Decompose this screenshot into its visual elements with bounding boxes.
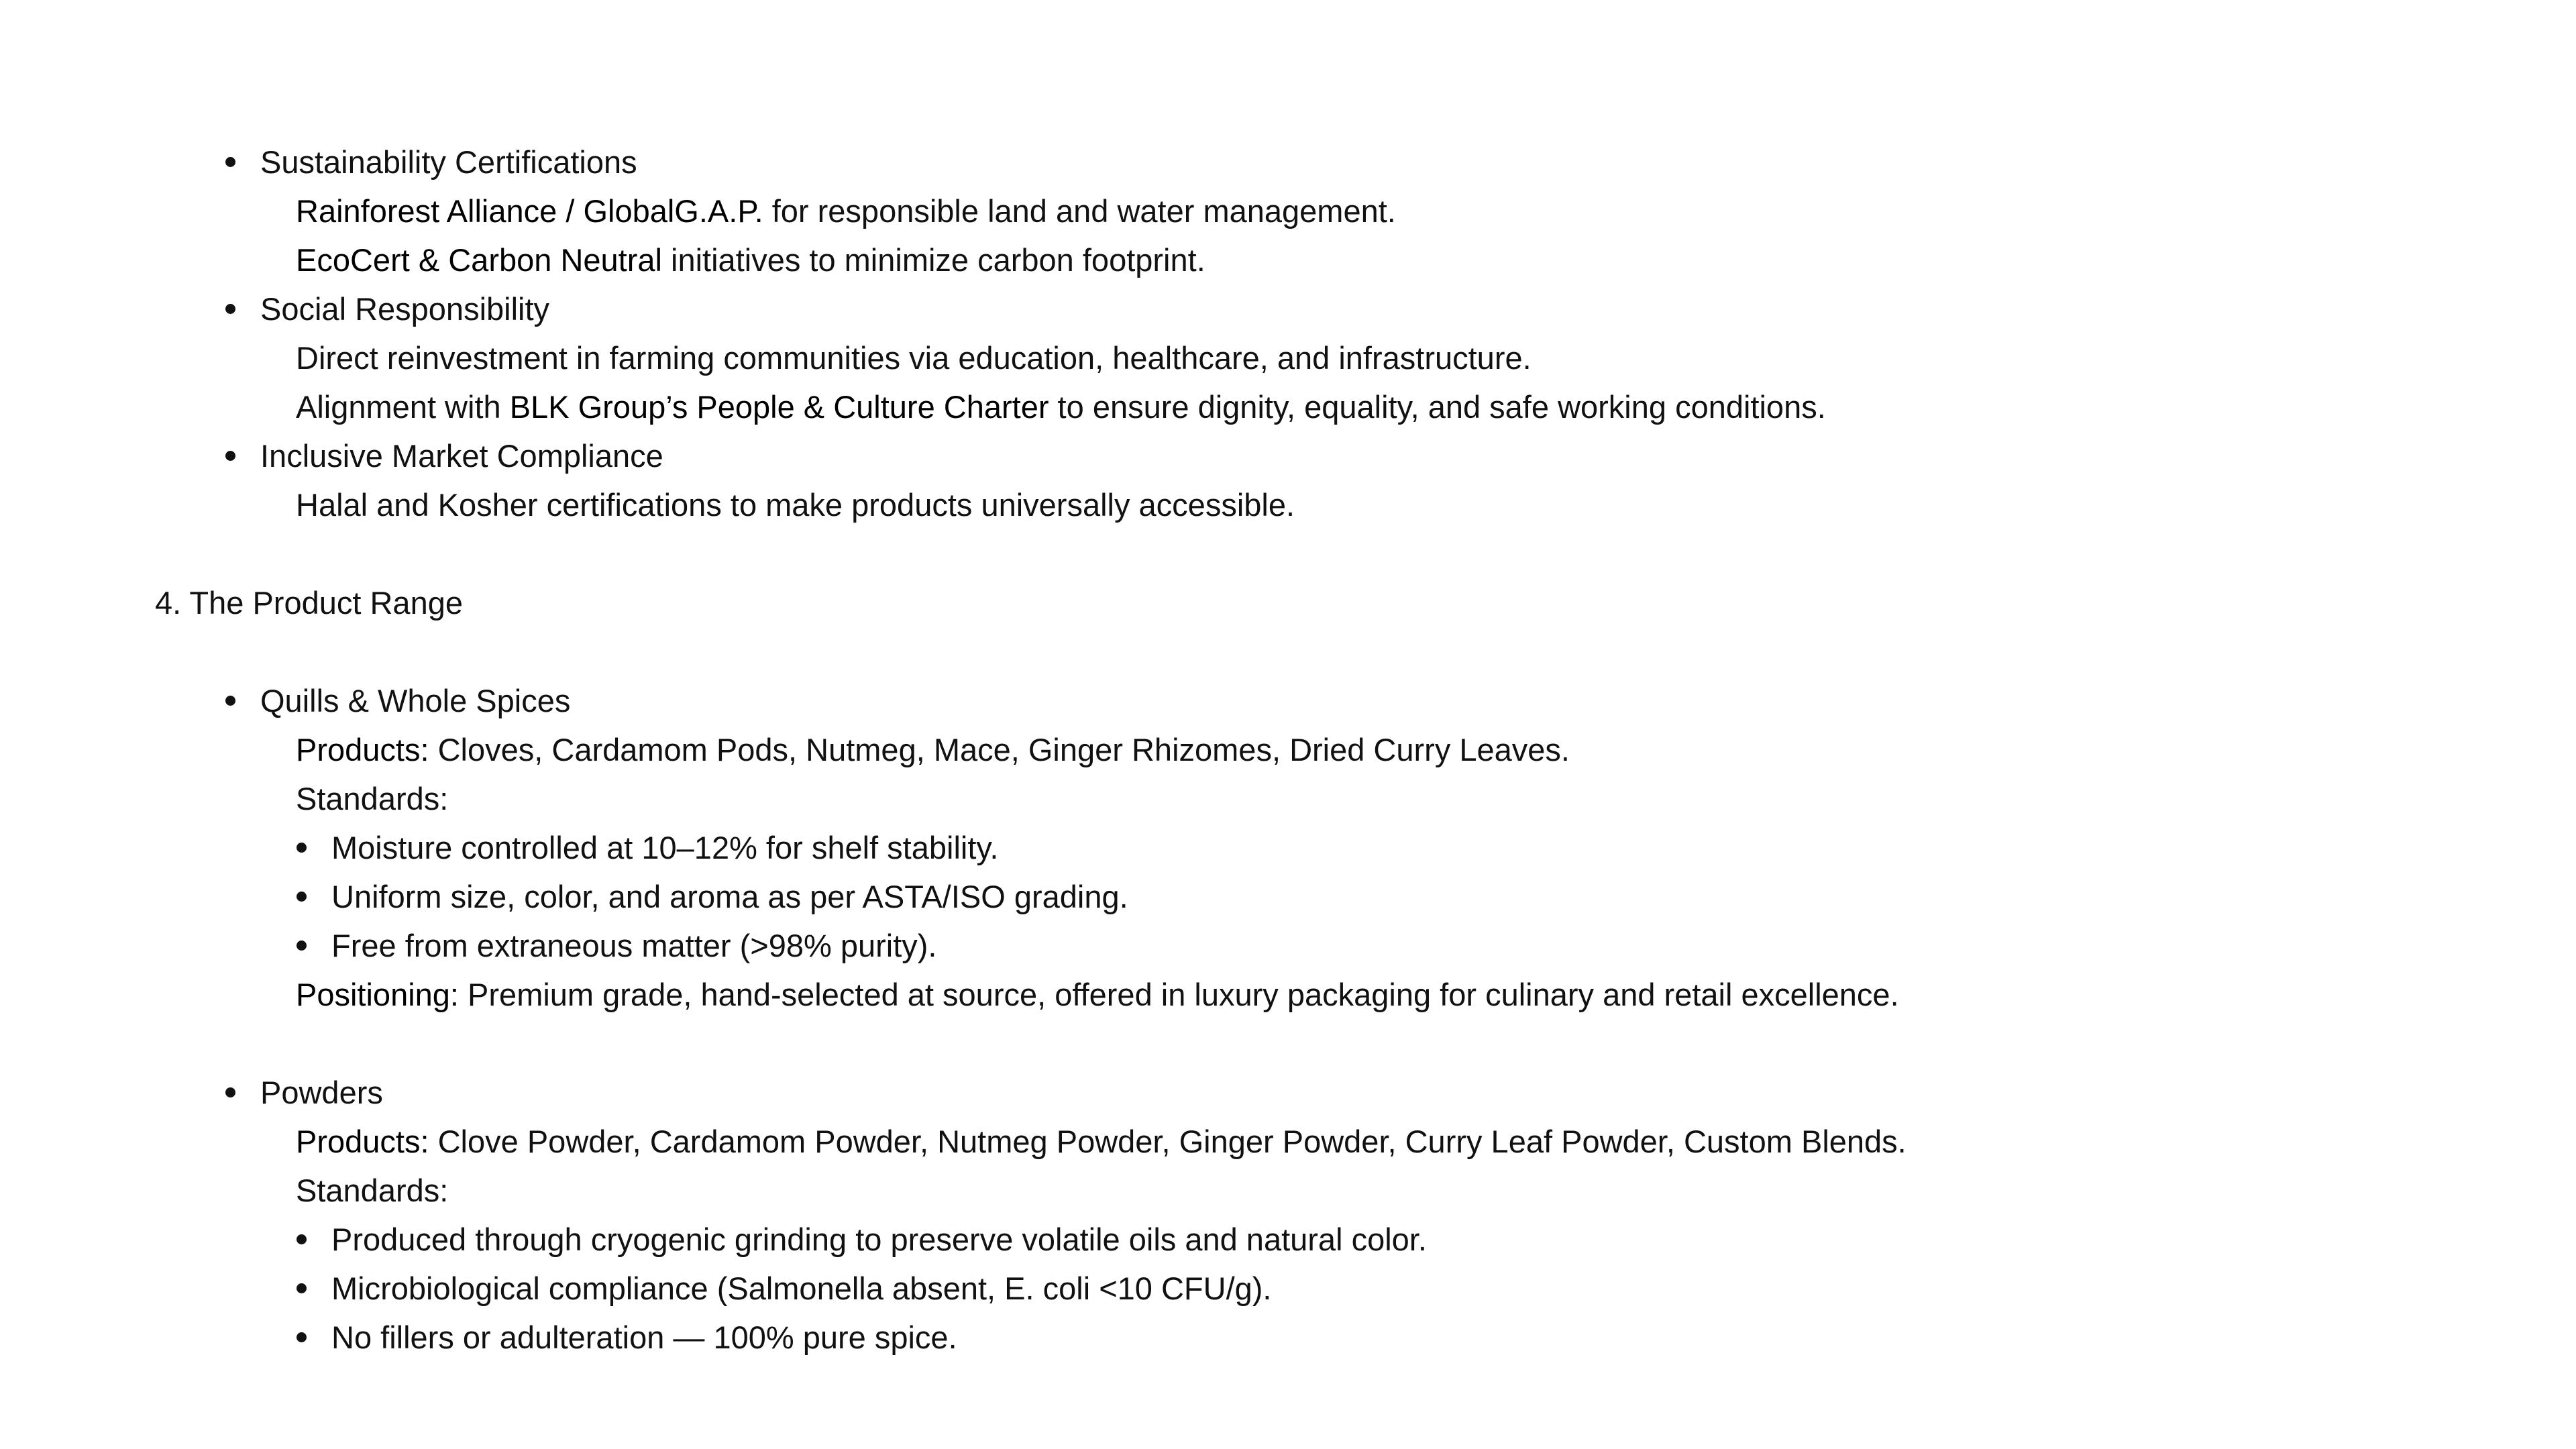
- bullet-icon: [297, 843, 307, 853]
- sustainability-item-2: [296, 240, 1205, 280]
- bullet-icon: [297, 892, 307, 902]
- product-range-heading: 4. The Product Range: [155, 585, 463, 621]
- social-item-2-mid: [688, 389, 696, 425]
- sustainability-item-1-text: for responsible land and water management.: [763, 193, 1396, 229]
- section-title-social: Social Responsibility: [260, 291, 550, 327]
- social-item-2-bold1: BLK Group’s: [509, 389, 688, 425]
- powders-standard-2: Microbiological compliance (Salmonella absent, E. coli <10 CFU/g).: [331, 1271, 1272, 1306]
- quills-standard-3: Free from extraneous matter (>98% purity).: [331, 928, 937, 963]
- quills-products: [296, 730, 1570, 770]
- quills-standard-2: Uniform size, color, and aroma as per ASTA/ISO grading.: [331, 879, 1128, 914]
- bullet-icon: [297, 941, 307, 951]
- sustainability-item-1: [296, 191, 1396, 231]
- bullet-icon: [225, 1087, 235, 1097]
- sustainability-item-1-bold: Rainforest Alliance / GlobalG.A.P.: [296, 193, 763, 229]
- powders-standards-label: Standards:: [296, 1173, 449, 1208]
- inclusive-item-1: Halal and Kosher certifications to make products universally accessible.: [296, 487, 1295, 523]
- social-item-1: Direct reinvestment in farming communities via education, healthcare, and infrastructure.: [296, 340, 1532, 376]
- bullet-icon: [225, 157, 235, 167]
- social-item-2-pre: Alignment with: [296, 389, 510, 425]
- social-item-2-text: to ensure dignity, equality, and safe working conditions.: [1049, 389, 1826, 425]
- quills-title: Quills & Whole Spices: [260, 683, 571, 718]
- powders-standard-3: No fillers or adulteration — 100% pure spice.: [331, 1320, 957, 1355]
- bullet-icon: [297, 1283, 307, 1293]
- quills-standard-1: Moisture controlled at 10–12% for shelf stability.: [331, 830, 999, 865]
- sustainability-item-2-text: initiatives to minimize carbon footprint.: [661, 242, 1205, 278]
- bullet-icon: [225, 451, 235, 461]
- powders-products: [296, 1122, 1907, 1162]
- quills-positioning-value: Premium grade, hand-selected at source, offered in luxury packaging for culinary and retail excellence.: [459, 977, 1899, 1012]
- quills-positioning-label: Positioning:: [296, 977, 459, 1012]
- section-title-inclusive: Inclusive Market Compliance: [260, 438, 663, 474]
- section-title-sustainability: Sustainability Certifications: [260, 144, 637, 180]
- bullet-icon: [297, 1332, 307, 1342]
- quills-products-label: Products:: [296, 732, 429, 767]
- sustainability-item-2-bold: EcoCert & Carbon Neutral: [296, 242, 662, 278]
- quills-positioning: [296, 975, 1899, 1015]
- powders-products-label: Products:: [296, 1124, 429, 1159]
- powders-standard-1: Produced through cryogenic grinding to preserve volatile oils and natural color.: [331, 1222, 1427, 1257]
- bullet-icon: [225, 696, 235, 706]
- powders-title: Powders: [260, 1075, 383, 1110]
- powders-products-value: Clove Powder, Cardamom Powder, Nutmeg Powder, Ginger Powder, Curry Leaf Powder, Custom Blends.: [429, 1124, 1907, 1159]
- quills-standards-label: Standards:: [296, 781, 449, 816]
- social-item-2: [296, 387, 1826, 427]
- quills-products-value: Cloves, Cardamom Pods, Nutmeg, Mace, Ginger Rhizomes, Dried Curry Leaves.: [429, 732, 1570, 767]
- social-item-2-bold2: People & Culture Charter: [696, 389, 1049, 425]
- bullet-icon: [297, 1234, 307, 1244]
- bullet-icon: [225, 304, 235, 314]
